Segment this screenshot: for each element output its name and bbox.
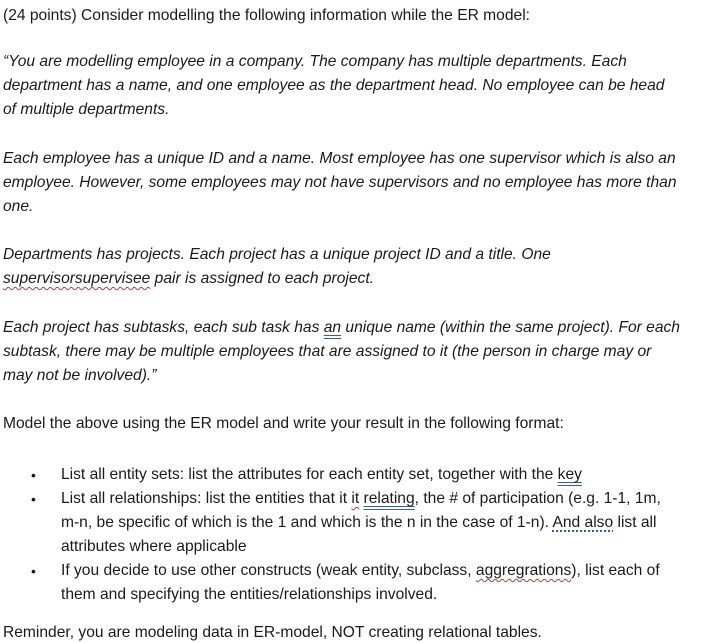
bullet-constructs-line1: If you decide to use other constructs (weak entity, subclass, aggregrations), list each of xyxy=(61,562,660,579)
scenario-para4-line1: Each project has subtasks, each sub task has an unique name (within the same project). For each xyxy=(3,319,680,336)
scenario-para4-line3: may not be involved).” xyxy=(3,367,157,384)
bullet-entity-sets: List all entity sets: list the attributes for each entity set, together with the key xyxy=(61,466,582,483)
grammar-mark: key xyxy=(557,466,582,483)
grammar-mark: And also xyxy=(552,514,614,531)
instruction-text: Model the above using the ER model and write your result in the following format: xyxy=(3,415,564,432)
bullet-icon: • xyxy=(31,491,36,507)
spellcheck-mark: aggregrations xyxy=(475,562,572,579)
scenario-para4-line2: subtask, there may be multiple employees that are assigned to it (the person in charge may or xyxy=(3,343,652,360)
question-heading: (24 points) Consider modelling the following information while the ER model: xyxy=(3,7,530,24)
scenario-para1-line3: of multiple departments. xyxy=(3,101,170,118)
bullet-constructs-line2: them and specifying the entities/relationships involved. xyxy=(61,586,438,603)
spellcheck-mark: it xyxy=(351,490,360,507)
bullet-icon: • xyxy=(31,563,36,579)
bullet-relationships-line2: m-n, be specific of which is the 1 and which is the n in the case of 1-n). And also list all xyxy=(61,514,657,531)
scenario-para2-line3: one. xyxy=(3,198,34,215)
scenario-para1-line2: department has a name, and one employee as the department head. No employee can be head xyxy=(3,77,665,94)
bullet-relationships-line1: List all relationships: list the entities that it it relating, the # of participation (e.g. 1-1, 1m, xyxy=(61,490,661,507)
scenario-para3-line1: Departments has projects. Each project has a unique project ID and a title. One xyxy=(3,246,551,263)
reminder-text: Reminder, you are modeling data in ER-model, NOT creating relational tables. xyxy=(3,624,542,641)
grammar-mark: an xyxy=(323,319,342,336)
scenario-para3-line2: supervisorsupervisee pair is assigned to each project. xyxy=(3,270,374,287)
bullet-relationships-line3: attributes where applicable xyxy=(61,538,247,555)
scenario-para2-line1: Each employee has a unique ID and a name. Most employee has one supervisor which is also an xyxy=(3,150,676,167)
scenario-para1-line1: “You are modelling employee in a company. The company has multiple departments. Each xyxy=(3,53,627,70)
grammar-mark: relating xyxy=(363,490,415,507)
scenario-para2-line2: employee. However, some employees may not have supervisors and no employee has more than xyxy=(3,174,677,191)
spellcheck-mark: supervisorsupervisee xyxy=(3,270,151,287)
bullet-icon: • xyxy=(31,467,36,483)
